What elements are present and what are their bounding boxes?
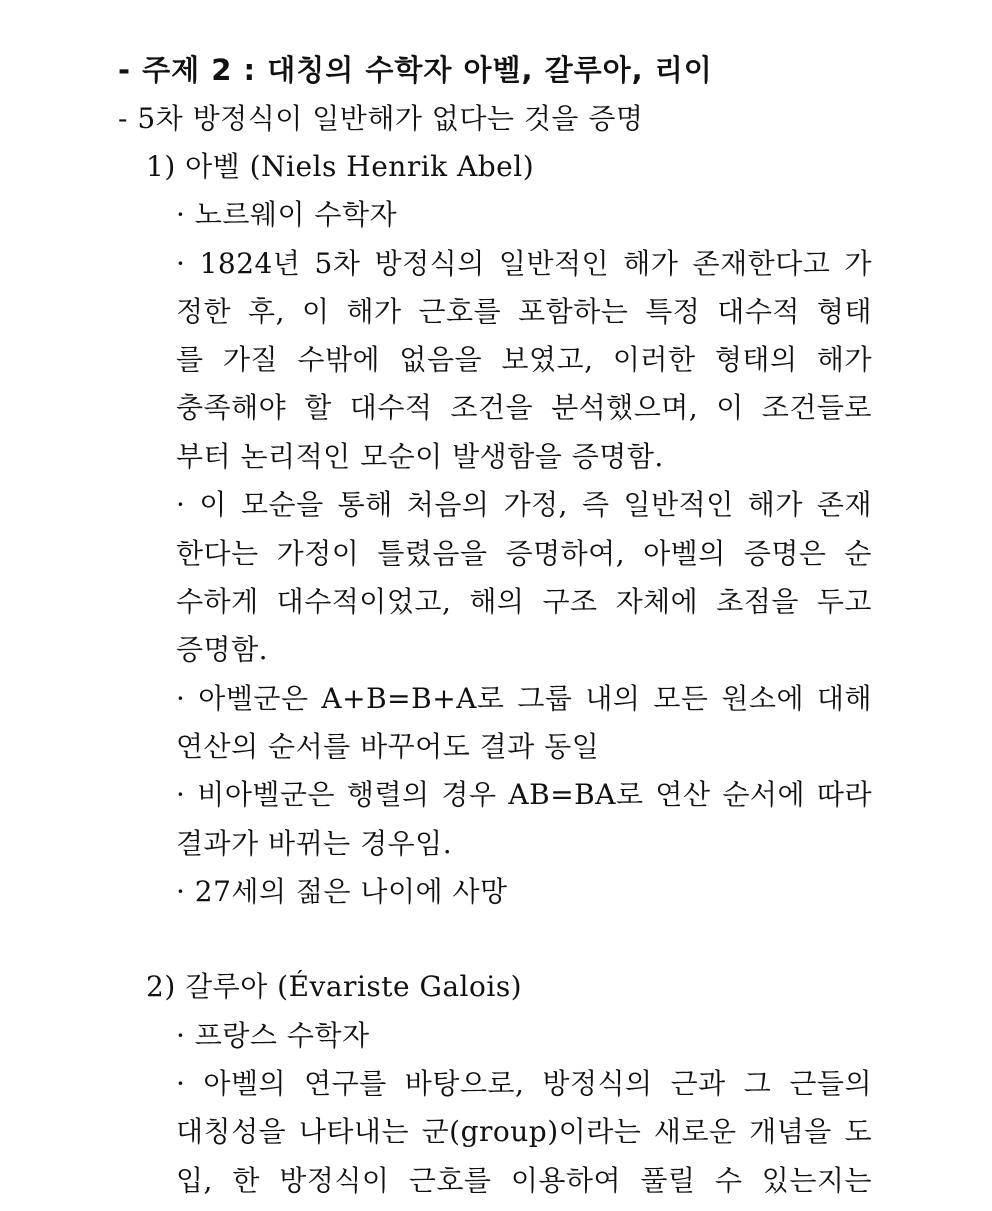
galois-bullet-group-line: · 아벨의 연구를 바탕으로, 방정식의 근과 그 근들의 — [176, 1067, 872, 1100]
abel-bullet-contradiction-line: 한다는 가정이 틀렸음을 증명하여, 아벨의 증명은 순 — [176, 537, 872, 570]
galois-bullet-nationality: · 프랑스 수학자 — [176, 1019, 370, 1052]
abel-bullet-proof-line: · 1824년 5차 방정식의 일반적인 해가 존재한다고 가 — [176, 247, 872, 280]
abel-bullet-proof-line: 를 가질 수밖에 없음을 보였고, 이러한 형태의 해가 — [176, 343, 872, 376]
abel-bullet-proof-line: 충족해야 할 대수적 조건을 분석했으며, 이 조건들로 — [176, 391, 872, 424]
galois-bullet-group-line: 입, 한 방정식이 근호를 이용하여 풀릴 수 있는지는 — [176, 1164, 872, 1197]
abel-section-title: 1) 아벨 (Niels Henrik Abel) — [146, 150, 535, 183]
abel-bullet-proof-line: 정한 후, 이 해가 근호를 포함하는 특정 대수적 형태 — [176, 295, 872, 328]
page-heading: - 주제 2 : 대칭의 수학자 아벨, 갈루아, 리이 — [118, 53, 713, 87]
abel-bullet-abelian-group-line: · 아벨군은 A+B=B+A로 그룹 내의 모든 원소에 대해 — [176, 682, 872, 715]
abel-bullet-contradiction-line: · 이 모순을 통해 처음의 가정, 즉 일반적인 해가 존재 — [176, 488, 872, 521]
abel-bullet-abelian-group-line: 연산의 순서를 바꾸어도 결과 동일 — [176, 730, 600, 763]
abel-bullet-contradiction-line: 증명함. — [176, 633, 269, 666]
intro-line: - 5차 방정식이 일반해가 없다는 것을 증명 — [118, 102, 644, 135]
abel-bullet-proof-line: 부터 논리적인 모순이 발생함을 증명함. — [176, 440, 664, 473]
abel-bullet-nationality: · 노르웨이 수학자 — [176, 198, 398, 231]
abel-bullet-nonabelian-line: · 비아벨군은 행렬의 경우 AB=BA로 연산 순서에 따라 — [176, 778, 872, 811]
abel-bullet-nonabelian-line: 결과가 바뀌는 경우임. — [176, 827, 453, 860]
galois-section-title: 2) 갈루아 (Évariste Galois) — [146, 970, 523, 1003]
abel-bullet-contradiction-line: 수하게 대수적이었고, 해의 구조 자체에 초점을 두고 — [176, 585, 872, 618]
galois-bullet-group-line: 대칭성을 나타내는 군(group)이라는 새로운 개념을 도 — [176, 1115, 872, 1148]
abel-bullet-death: · 27세의 젊은 나이에 사망 — [176, 875, 508, 908]
